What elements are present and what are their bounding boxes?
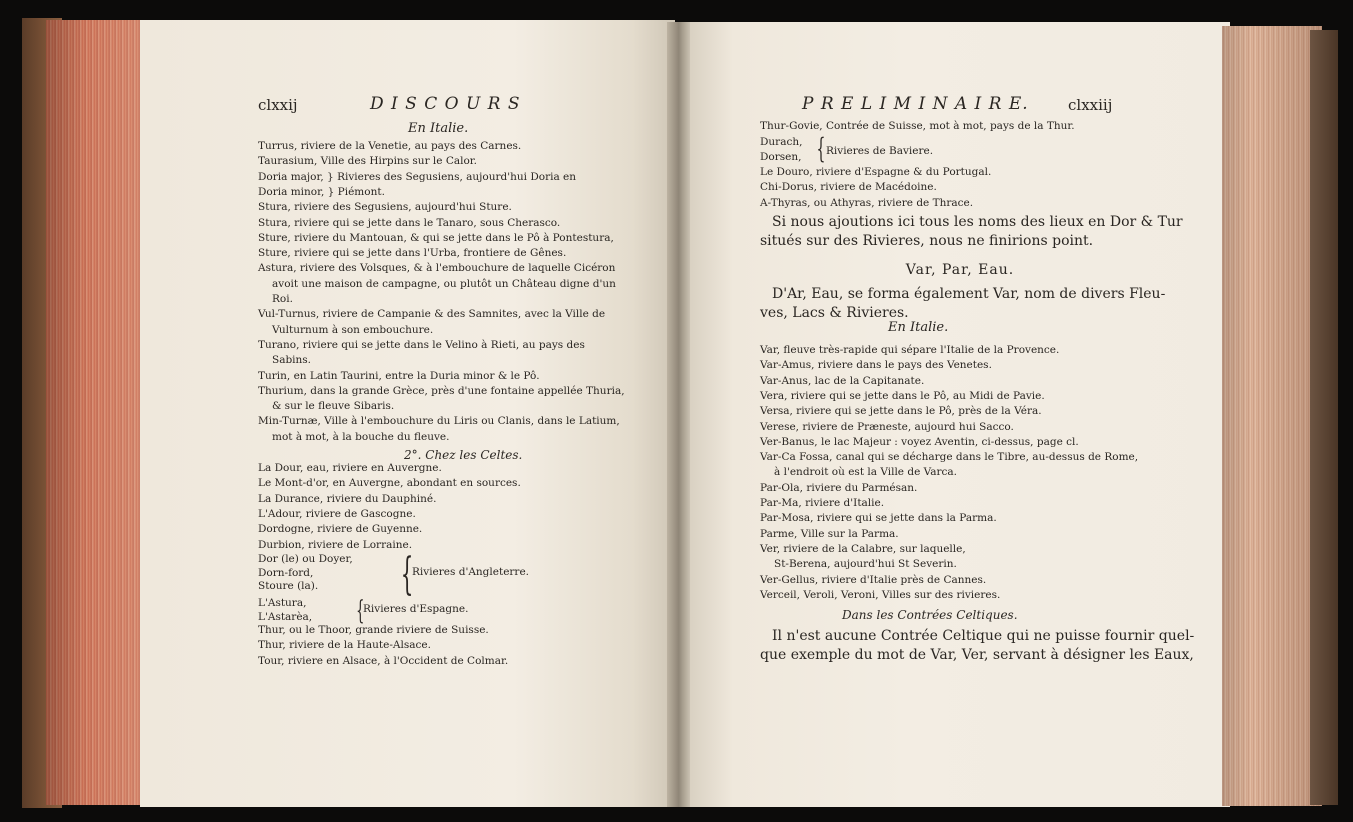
para1-line: Si nous ajoutions ici tous les noms des lieux en Dor & Tur (772, 214, 1183, 230)
spain-group-line: L'Astura, (258, 597, 307, 609)
celtes-lines-line: La Dour, eau, riviere en Auvergne. (258, 462, 442, 474)
tail-lines-line: Tour, riviere en Alsace, à l'Occident de Colmar. (258, 654, 509, 667)
left-lines-line: Vulturnum à son embouchure. (272, 323, 434, 336)
right-lines-b-line: Par-Mosa, riviere qui se jette dans la Parma. (760, 512, 997, 525)
right-page-edges (1222, 26, 1322, 806)
right-running-title: P R E L I M I N A I R E. (802, 94, 1029, 114)
right-subheading: Dans les Contrées Celtiques. (842, 608, 1018, 622)
right-top-line: Thur-Govie, Contrée de Suisse, mot à mot, pays de la Thur. (760, 120, 1075, 132)
left-page-edges (46, 20, 146, 805)
england-group-line: Dorn-ford, (258, 566, 314, 579)
left-lines-line: Turin, en Latin Taurini, entre la Duria minor & le Pô. (258, 369, 540, 382)
right-lines-a-line: Le Douro, riviere d'Espagne & du Portugal. (760, 166, 992, 178)
left-lines-line: Doria major, } Rivieres des Segusiens, aujourd'hui Doria en (258, 170, 577, 183)
right-lines-b-line: St-Berena, aujourd'hui St Severin. (774, 558, 957, 571)
right-lines-b-line: Versa, riviere qui se jette dans le Pô, près de la Véra. (760, 405, 1042, 418)
right-lines-a-line: A-Thyras, ou Athyras, riviere de Thrace. (760, 196, 974, 209)
left-lines-line: Doria minor, } Piémont. (258, 185, 385, 198)
right-lines-b-line: Var-Amus, riviere dans le pays des Venetes. (760, 359, 992, 372)
left-lines-line: Turrus, riviere de la Venetie, au pays des Carnes. (258, 140, 522, 152)
left-lines-line: Vul-Turnus, riviere de Campanie & des Samnites, avec la Ville de (258, 308, 606, 321)
celtes-lines-line: Durbion, riviere de Lorraine. (258, 538, 413, 551)
right-lines-a-line: Chi-Dorus, riviere de Macédoine. (760, 181, 937, 194)
bavaria-group-line: Dorsen, (760, 151, 802, 163)
left-lines-line: Min-Turnæ, Ville à l'embouchure du Liris ou Clanis, dans le Latium, (258, 415, 620, 428)
left-page (140, 20, 675, 807)
right-lines-b-line: Ver-Banus, le lac Majeur : voyez Aventin, ci-dessus, page cl. (760, 435, 1079, 448)
spain-group-line: L'Astarèa, (258, 610, 313, 623)
spain-label: Rivieres d'Espagne. (363, 603, 469, 615)
right-lines-b-line: Var-Ca Fossa, canal qui se décharge dans le Tibre, au-dessus de Rome, (760, 451, 1139, 464)
right-lines-b-line: Ver-Gellus, riviere d'Italie près de Cannes. (760, 573, 987, 586)
right-lines-b-line: Par-Ola, riviere du Parmésan. (760, 481, 918, 494)
right-lines-b-line: à l'endroit où est la Ville de Varca. (774, 466, 958, 479)
celtes-lines-line: La Durance, riviere du Dauphiné. (258, 492, 437, 505)
right-lines-b-line: Parme, Ville sur la Parma. (760, 527, 899, 540)
left-page-number: clxxij (258, 96, 298, 114)
left-running-title: D I S C O U R S (370, 94, 521, 114)
celtes-lines-line: Dordogne, riviere de Guyenne. (258, 523, 423, 536)
england-group-line: Dor (le) ou Doyer, (258, 553, 353, 565)
bavaria-group-line: Durach, (760, 136, 803, 148)
england-label: Rivieres d'Angleterre. (412, 566, 529, 578)
tail-lines-line: Thur, ou le Thoor, grande riviere de Suisse. (258, 624, 489, 636)
right-section-heading: En Italie. (888, 320, 949, 335)
left-lines-line: Roi. (272, 293, 293, 305)
left-lines-line: Astura, riviere des Volsques, & à l'embouchure de laquelle Cicéron (258, 262, 616, 275)
right-lines-b-line: Verese, riviere de Præneste, aujourd hui Sacco. (760, 420, 1014, 433)
bavaria-brace: { (816, 132, 826, 165)
left-lines-line: Sture, riviere qui se jette dans l'Urba, frontiere de Gênes. (258, 247, 567, 260)
bavaria-label: Rivieres de Baviere. (826, 145, 934, 157)
right-cover (1310, 30, 1338, 805)
right-lines-b-line: Verceil, Veroli, Veroni, Villes sur des rivieres. (760, 588, 1001, 601)
para3-line: que exemple du mot de Var, Ver, servant à désigner les Eaux, (760, 647, 1194, 663)
para3-line: Il n'est aucune Contrée Celtique qui ne puisse fournir quel- (772, 628, 1195, 644)
left-subheading: 2°. Chez les Celtes. (404, 448, 523, 462)
left-lines-line: Sabins. (272, 354, 312, 367)
para2-line: D'Ar, Eau, se forma également Var, nom de divers Fleu- (772, 286, 1166, 302)
para1-line: situés sur des Rivieres, nous ne finirions point. (760, 233, 1094, 249)
right-page-number: clxxiij (1068, 96, 1113, 114)
left-lines-line: & sur le fleuve Sibaris. (272, 400, 395, 413)
celtes-lines-line: Le Mont-d'or, en Auvergne, abondant en sources. (258, 477, 521, 490)
var-heading: Var, Par, Eau. (905, 262, 1015, 278)
left-lines-line: Stura, riviere qui se jette dans le Tanaro, sous Cherasco. (258, 216, 561, 229)
right-lines-b-line: Vera, riviere qui se jette dans le Pô, au Midi de Pavie. (760, 389, 1045, 402)
left-lines-line: avoit une maison de campagne, ou plutôt un Château digne d'un (272, 277, 616, 290)
left-lines-line: mot à mot, à la bouche du fleuve. (272, 430, 450, 443)
tail-lines-line: Thur, riviere de la Haute-Alsace. (258, 639, 431, 652)
right-lines-b-line: Var-Anus, lac de la Capitanate. (760, 374, 925, 387)
left-lines-line: Stura, riviere des Segusiens, aujourd'hui Sture. (258, 201, 512, 214)
right-lines-b-line: Ver, riviere de la Calabre, sur laquelle, (760, 542, 966, 555)
right-lines-b-line: Par-Ma, riviere d'Italie. (760, 497, 885, 509)
right-lines-b-line: Var, fleuve très-rapide qui sépare l'Italie de la Provence. (760, 344, 1060, 356)
celtes-lines-line: L'Adour, riviere de Gascogne. (258, 507, 416, 520)
england-group-line: Stoure (la). (258, 580, 319, 592)
left-lines-line: Sture, riviere du Mantouan, & qui se jette dans le Pô à Pontestura, (258, 231, 614, 244)
spain-brace: { (356, 596, 365, 626)
left-section-heading: En Italie. (408, 121, 469, 136)
para2-line: ves, Lacs & Rivieres. (760, 305, 909, 321)
left-lines-line: Taurasium, Ville des Hirpins sur le Calor. (258, 155, 478, 168)
left-lines-line: Thurium, dans la grande Grèce, près d'une fontaine appellée Thuria, (258, 384, 625, 397)
left-lines-line: Turano, riviere qui se jette dans le Velino à Rieti, au pays des (258, 338, 585, 351)
england-brace: { (400, 549, 414, 600)
